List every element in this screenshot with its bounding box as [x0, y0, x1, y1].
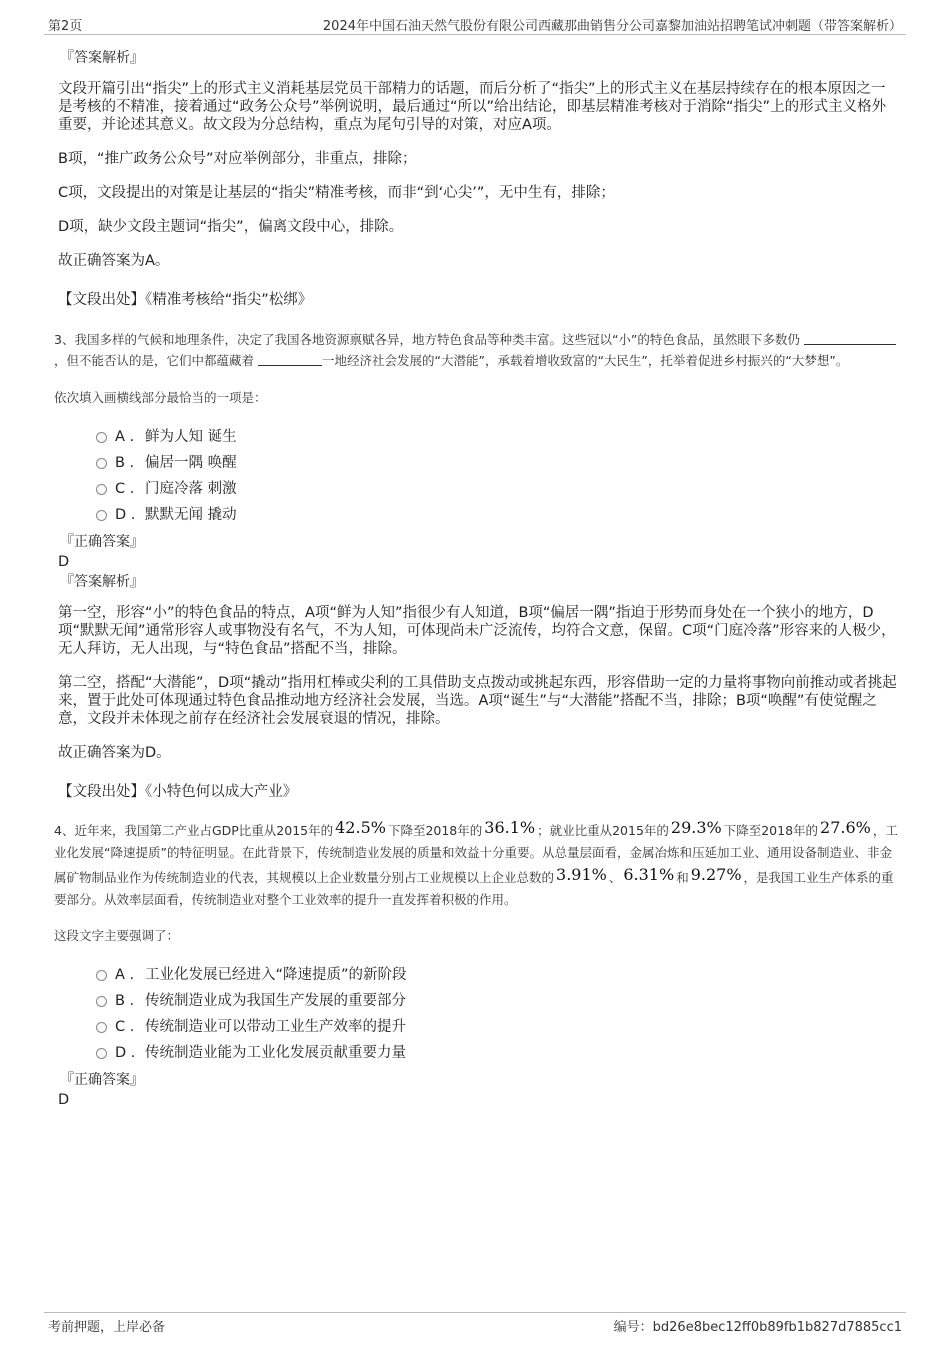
q4-answer: D: [58, 1092, 70, 1108]
option-letter: C .: [115, 1019, 135, 1035]
q4-value-1: 42.5%: [335, 818, 386, 837]
q3-option-b[interactable]: [96, 450, 900, 476]
q3-analysis-label: 『答案解析』: [60, 574, 144, 590]
radio-icon[interactable]: [96, 970, 107, 981]
q2-analysis-para-2: B项，“推广政务公众号”对应举例部分，非重点，排除；: [58, 151, 417, 167]
q4-answer-label: 『正确答案』: [60, 1072, 144, 1088]
page-number: 第2页: [48, 19, 83, 34]
q2-source: 【文段出处】《精准考核给“指尖”松绑》: [58, 292, 313, 308]
q2-analysis-label: 『答案解析』: [60, 50, 144, 66]
q3-options: [96, 424, 900, 528]
page-header: [44, 14, 906, 35]
q4-stem-s6: 、: [608, 870, 622, 885]
q4-value-3: 29.3%: [670, 818, 722, 837]
q4-stem-s5: ，工业化发展“降速提质”的特征明显。在此背景下，传统制造业发展的质量和效益十分重要。从总量层面看，金属冶炼和压延加工业、通用设备制造业、非金属矿物制品业作为传统制造业的代表，其规模以上企业数量分别占工业规模以上企业总数的: [54, 823, 898, 885]
option-letter: A .: [115, 429, 135, 445]
q4-stem: [54, 817, 900, 911]
radio-icon[interactable]: [96, 432, 107, 443]
q3-answer-label: 『正确答案』: [60, 534, 144, 550]
q4-stem-s7: 和: [676, 870, 689, 885]
option-letter: C .: [115, 481, 135, 497]
q4-instruction: 这段文字主要强调了：: [54, 928, 180, 943]
option-text: 偏居一隅 唤醒: [145, 455, 237, 471]
q3-stem-part-a: 3、我国多样的气候和地理条件，决定了我国各地资源禀赋各异，地方特色食品等种类丰富。这些冠以“小”的特色食品，虽然眼下多数仍: [54, 332, 800, 347]
q4-options: [96, 962, 900, 1066]
q4-value-6: 6.31%: [623, 865, 675, 884]
q4-stem-s2: 下降至2018年的: [387, 823, 483, 838]
q3-stem-part-c: 一地经济社会发展的“大潜能”，承载着增收致富的“大民生”，托举着促进乡村振兴的“大梦想”。: [322, 353, 849, 368]
q3-conclusion: 故正确答案为D。: [58, 745, 171, 761]
q2-conclusion: 故正确答案为A。: [58, 253, 170, 269]
footer-slogan: 考前押题，上岸必备: [48, 1320, 166, 1335]
q3-analysis-para-1: 第一空，形容“小”的特色食品的特点，A项“鲜为人知”指很少有人知道，B项“偏居一隅”指迫于形势而身处在一个狭小的地方，D项“默默无闻”通常形容人或事物没有名气，不为人知，可体现尚未广泛流传，均符合文意，保留。C项“门庭冷落”形容来的人极少，无人拜访，无人出现，与“特色食品”搭配不当，排除。: [58, 605, 896, 657]
option-text: 工业化发展已经进入“降速提质”的新阶段: [145, 967, 407, 983]
radio-icon[interactable]: [96, 996, 107, 1007]
option-letter: A .: [115, 967, 135, 983]
radio-icon[interactable]: [96, 484, 107, 495]
q4-stem-s1: 4、近年来，我国第二产业占GDP比重从2015年的: [54, 823, 334, 838]
option-letter: D .: [115, 507, 136, 523]
option-text: 鲜为人知 诞生: [145, 429, 237, 445]
q3-source: 【文段出处】《小特色何以成大产业》: [58, 784, 298, 800]
option-text: 门庭冷落 刺激: [145, 481, 237, 497]
q3-stem: [54, 329, 900, 371]
q4-option-c[interactable]: [96, 1014, 900, 1040]
q4-stem-s4: 下降至2018年的: [723, 823, 819, 838]
q4-option-d[interactable]: [96, 1040, 900, 1066]
radio-icon[interactable]: [96, 1048, 107, 1059]
q4-stem-s3: ；就业比重从2015年的: [537, 823, 669, 838]
radio-icon[interactable]: [96, 510, 107, 521]
document-title: 2024年中国石油天然气股份有限公司西藏那曲销售分公司嘉黎加油站招聘笔试冲刺题（带答案解析）: [322, 19, 902, 34]
q3-analysis-para-2: 第二空，搭配“大潜能”，D项“撬动”指用杠棒或尖利的工具借助支点拨动或挑起东西，形容借助一定的力量将事物向前推动或者挑起来，置于此处可体现通过特色食品推动地方经济社会发展，当选。A项“诞生”与“大潜能”搭配不当，排除；B项“唤醒”有使觉醒之意，文段并未体现之前存在经济社会发展衰退的情况，排除。: [58, 675, 897, 727]
option-text: 传统制造业能为工业化发展贡献重要力量: [145, 1045, 406, 1061]
q2-analysis-para-1: 文段开篇引出“指尖”上的形式主义消耗基层党员干部精力的话题，而后分析了“指尖”上的形式主义在基层持续存在的根本原因之一是考核的不精准，接着通过“政务公众号”举例说明，最后通过“所以”给出结论，即基层精准考核对于消除“指尖”上的形式主义格外重要，并论述其意义。故文段为分总结构，重点为尾句引导的对策，对应A项。: [58, 81, 887, 133]
q4-option-b[interactable]: [96, 988, 900, 1014]
q3-stem-part-b: ，但不能否认的是，它们中都蕴藏着: [54, 353, 255, 368]
document-body: [54, 40, 900, 1108]
option-letter: B .: [115, 993, 135, 1009]
document-id: 编号：bd26e8bec12ff0b89fb1b827d7885cc1: [613, 1320, 902, 1335]
q3-option-a[interactable]: [96, 424, 900, 450]
q3-option-c[interactable]: [96, 476, 900, 502]
q3-answer: D: [58, 554, 70, 570]
radio-icon[interactable]: [96, 1022, 107, 1033]
q3-blank-1: [804, 330, 896, 345]
q4-value-4: 27.6%: [820, 818, 871, 837]
q4-value-7: 9.27%: [690, 865, 742, 884]
q4-value-2: 36.1%: [484, 818, 536, 837]
q2-analysis-para-4: D项，缺少文段主题词“指尖”，偏离文段中心，排除。: [58, 219, 404, 235]
q3-blank-2: [258, 351, 322, 366]
option-text: 默默无闻 撬动: [145, 507, 237, 523]
option-text: 传统制造业可以带动工业生产效率的提升: [145, 1019, 406, 1035]
option-letter: D .: [115, 1045, 136, 1061]
q4-option-a[interactable]: [96, 962, 900, 988]
q4-stem-s8: ，是我国工业生产体系的重要部分。从效率层面看，传统制造业对整个工业效率的提升一直发挥着积极的作用。: [54, 870, 894, 907]
q3-option-d[interactable]: [96, 502, 900, 528]
radio-icon[interactable]: [96, 458, 107, 469]
option-text: 传统制造业成为我国生产发展的重要部分: [145, 993, 406, 1009]
option-letter: B .: [115, 455, 135, 471]
page-footer: [44, 1312, 906, 1333]
q3-instruction: 依次填入画横线部分最恰当的一项是：: [54, 390, 267, 405]
q2-analysis-para-3: C项，文段提出的对策是让基层的“指尖”精准考核，而非“到‘心尖’”，无中生有，排除；: [58, 185, 615, 201]
q4-value-5: 3.91%: [556, 865, 607, 884]
